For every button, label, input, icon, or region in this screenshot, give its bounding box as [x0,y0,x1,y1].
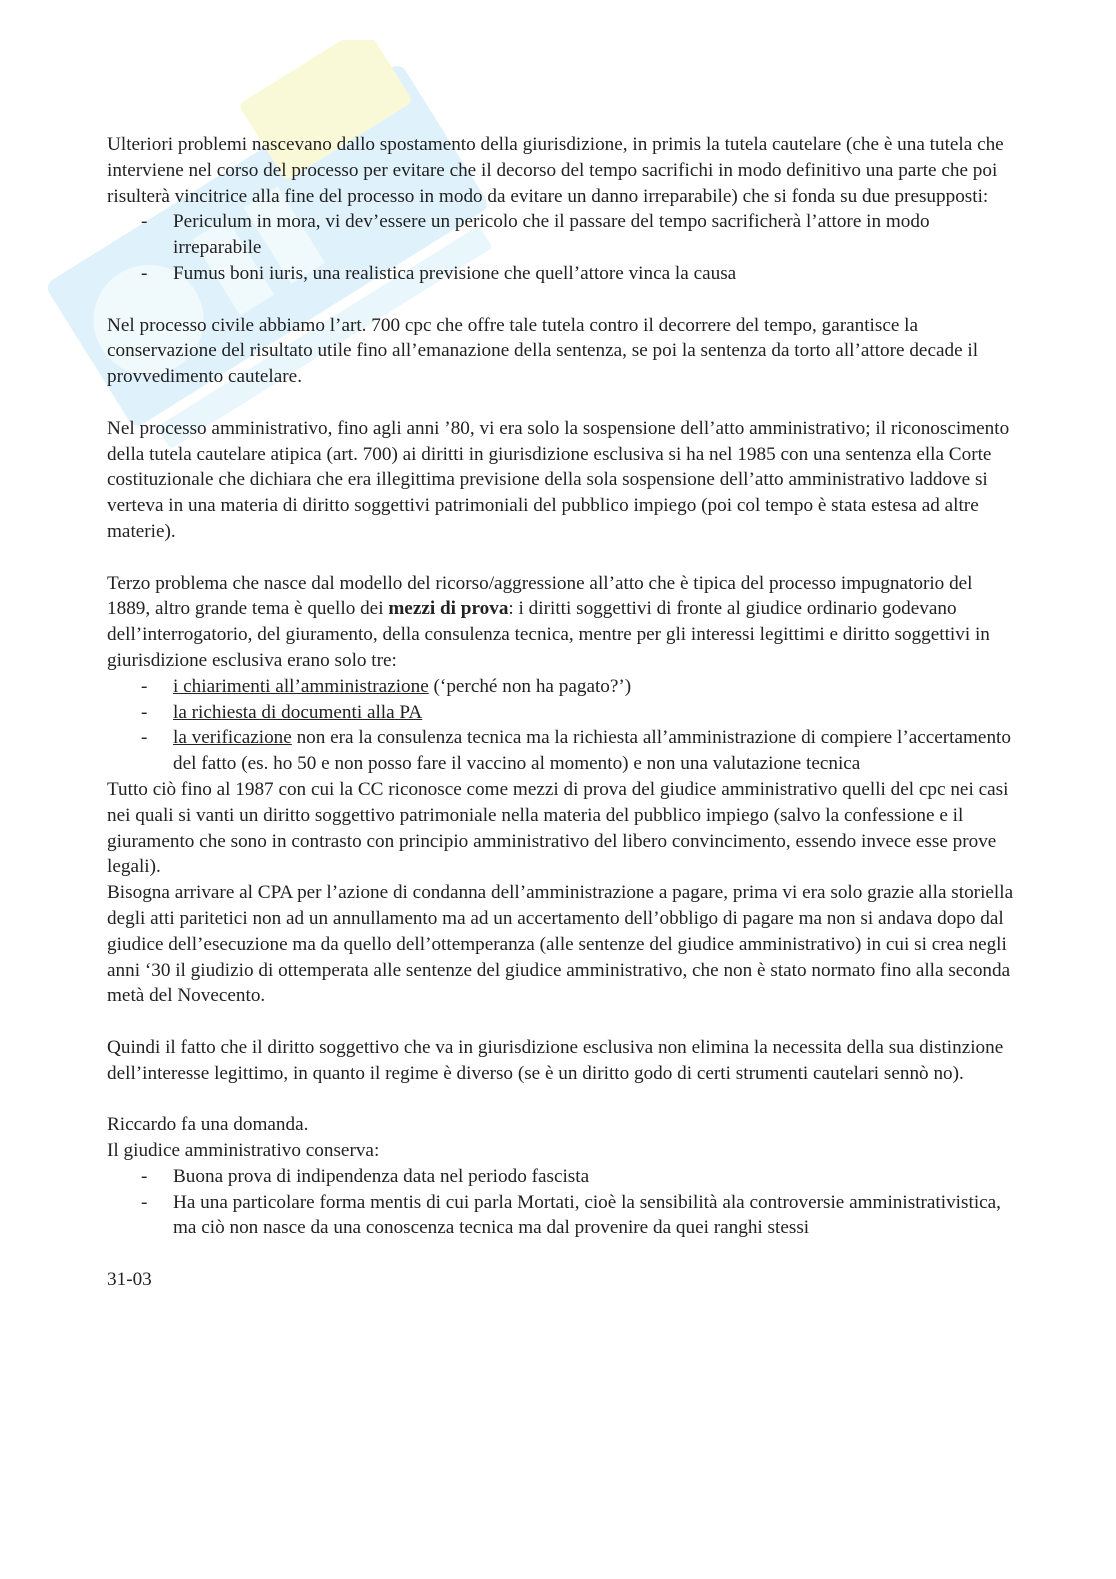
list-item: - Ha una particolare forma mentis di cui parla Mortati, cioè la sensibilità ala controversie amministrativistica, ma ciò non nasce da una conoscenza tecnica ma dal provenire da quei ranghi stessi [107,1190,1017,1242]
list-item: - la verificazione non era la consulenza tecnica ma la richiesta all’amministrazione di compiere l’accertamento del fatto (es. ho 50 e non posso fare il vaccino al momento) e non una valutazione tecnica [107,725,1017,777]
paragraph-tutela-cautelare: Ulteriori problemi nascevano dallo spostamento della giurisdizione, in primis la tutela cautelare (che è una tutela che interviene nel corso del processo per evitare che il decorso del tempo sacrifichi in modo definitivo una parte che poi risulterà vincitrice alla fine del processo in modo da evitare un danno irreparabile) che si fonda su due presupposti: [107,134,1004,207]
list-item: - Fumus boni iuris, una realistica previsione che quell’attore vinca la causa [107,261,1017,287]
paragraph-processo-amministrativo: Nel processo amministrativo, fino agli anni ’80, vi era solo la sospensione dell’atto amministrativo; il riconoscimento della tutela cautelare atipica (art. 700) ai diritti in giurisdizione esclusiva si ha nel 1985 con una sentenza ella Corte costituzionale che dichiara che era illegittima previsione della sola sospensione dell’atto amministrativo laddove si verteva in una materia di diritto soggettivi patrimoniali del pubblico impiego (poi col tempo è stata estesa ad altre materie). [107,417,1010,542]
date-label: 31-03 [107,1269,152,1291]
paragraph-quindi: Quindi il fatto che il diritto soggettivo che va in giurisdizione esclusiva non elimina la necessita della sua distinzione dell’interesse legittimo, in quanto il regime è diverso (se è un diritto godo di certi strumenti cautelari sennò no). [107,1036,1004,1084]
list-item: - i chiarimenti all’amministrazione (‘perché non ha pagato?’) [107,674,1017,700]
paragraph-processo-civile: Nel processo civile abbiamo l’art. 700 cpc che offre tale tutela contro il decorrere del tempo, garantisce la conservazione del risultato utile fino all’emanazione della sentenza, se poi la sentenza da torto all’attore decade il provvedimento cautelare. [107,314,979,388]
paragraph-domanda: Riccardo fa una domanda. [107,1114,309,1136]
paragraph-cpa: Bisogna arrivare al CPA per l’azione di condanna dell’amministrazione a pagare, prima vi era solo grazie alla storiella degli atti paritetici non ad un annullamento ma ad un accertamento dell’obbligo di pagare ma non si andava dopo dal giudice dell’esecuzione ma da quello dell’ottemperanza (alle sentenze del giudice amministrativo) in cui si crea negli anni ‘30 il giudizio di ottemperata alle sentenze del giudice amministrativo, che non è stato normato fino alla seconda metà del Novecento. [107,882,1014,1007]
paragraph-1987: Tutto ciò fino al 1987 con cui la CC riconosce come mezzi di prova del giudice amministrativo quelli del cpc nei casi nei quali si vanti un diritto soggettivo patrimoniale nella materia del pubblico impiego (salvo la confessione e il giuramento che sono in contrasto con principio amministrativo del libero convincimento, essendo invece esse prove legali). [107,778,1009,878]
list-item: - Periculum in mora, vi dev’essere un pericolo che il passare del tempo sacrificherà l’attore in modo irreparabile [107,209,1017,261]
presupposti-list [107,209,1017,286]
list-item: - la richiesta di documenti alla PA [107,700,1017,726]
mezzi-list [107,674,1017,777]
bold-term: mezzi di prova [388,598,509,620]
paragraph-mezzi-di-prova: Terzo problema che nasce dal modello del ricorso/aggressione all’atto che è tipica del processo impugnatorio del 1889, altro grande tema è quello dei mezzi di prova: i diritti soggettivi di fronte al giudice ordinario godevano dell’interrogatorio, del giuramento, della consulenza tecnica, mentre per gli interessi legittimi e diritto soggettivi in giurisdizione esclusiva erano solo tre: [107,572,990,671]
list-item: - Buona prova di indipendenza data nel periodo fascista [107,1164,1017,1190]
conserva-list [107,1164,1017,1241]
document-body [107,132,1017,1293]
paragraph-giudice-conserva: Il giudice amministrativo conserva: [107,1140,380,1162]
